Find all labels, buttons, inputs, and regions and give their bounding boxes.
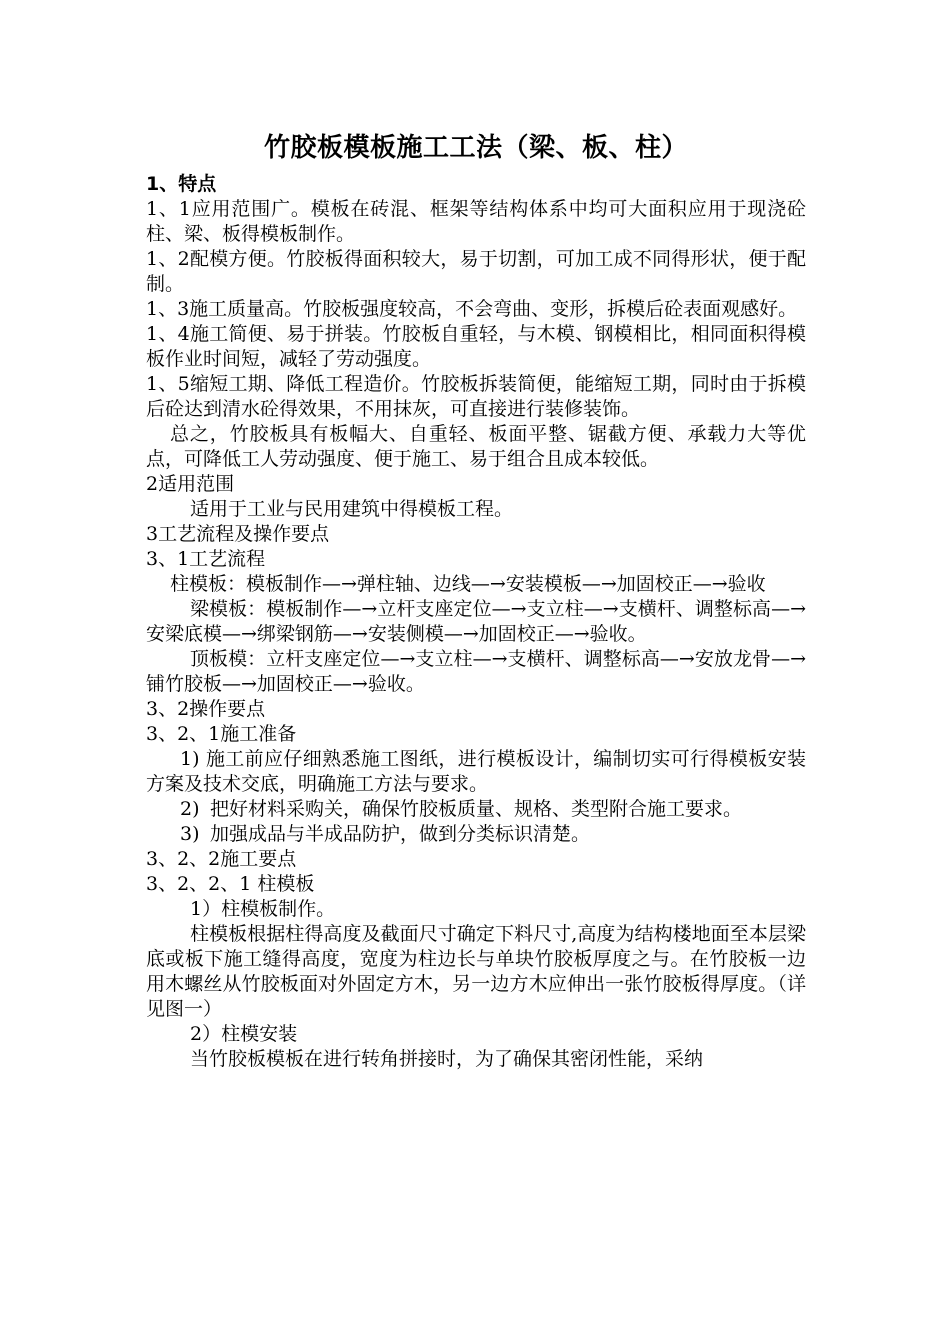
prep-item-2 [146, 797, 806, 822]
column-install-text: 当竹胶板模板在进行转角拼接时，为了确保其密闭性能，采纳 [190, 1048, 704, 1070]
paragraph-2: 适用于工业与民用建筑中得模板工程。 [190, 498, 514, 520]
column-install-heading: 2）柱模安装 [190, 1023, 298, 1045]
prep-item-1-number: 1) [180, 748, 200, 770]
section-3-2-1-heading: 3、2、1施工准备 [146, 723, 297, 745]
section-3-1-heading: 3、1工艺流程 [146, 548, 266, 570]
section-2-heading: 2适用范围 [146, 473, 235, 495]
paragraph-1-4: 1、4施工简便、易于拼装。竹胶板自重轻，与木模、钢模相比，相同面积得模板作业时间短，减轻了劳动强度。 [146, 323, 806, 370]
prep-item-3-number: 3) [180, 823, 200, 845]
flow-beam: 梁模板：模板制作—→立杆支座定位—→支立柱—→支横杆、调整标高—→安梁底模—→绑梁钢筋—→安装侧模—→加固校正—→验收。 [146, 598, 806, 645]
column-make-heading: 1）柱模板制作。 [190, 898, 336, 920]
prep-item-1 [146, 747, 806, 797]
section-3-2-2-1-heading: 3、2、2、1 柱模板 [146, 873, 315, 895]
column-make-text: 柱模板根据柱得高度及截面尺寸确定下料尺寸,高度为结构楼地面至本层梁底或板下施工缝得高度，宽度为柱边长与单块竹胶板厚度之与。在竹胶板一边用木螺丝从竹胶板面对外固定方木，另一边方木应伸出一张竹胶板得厚度。（详见图一） [146, 923, 806, 1020]
document-title: 竹胶板模板施工工法（梁、板、柱） [263, 133, 688, 163]
prep-item-2-text: 把好材料采购关，确保竹胶板质量、规格、类型附合施工要求。 [210, 798, 743, 820]
section-3-2-heading: 3、2操作要点 [146, 698, 266, 720]
paragraph-summary: 总之，竹胶板具有板幅大、自重轻、板面平整、锯截方便、承载力大等优点，可降低工人劳动强度、便于施工、易于组合且成本较低。 [146, 423, 806, 470]
paragraph-1-2: 1、2配模方便。竹胶板得面积较大，易于切割，可加工成不同得形状，便于配制。 [146, 248, 806, 295]
document-page [146, 128, 806, 1072]
paragraph-1-3: 1、3施工质量高。竹胶板强度较高，不会弯曲、变形，拆模后砼表面观感好。 [146, 298, 798, 320]
section-3-heading: 3工艺流程及操作要点 [146, 523, 330, 545]
flow-column: 柱模板：模板制作—→弹柱轴、边线—→安装模板—→加固校正—→验收 [170, 573, 766, 595]
flow-slab: 顶板模：立杆支座定位—→支立柱—→支横杆、调整标高—→安放龙骨—→铺竹胶板—→加固校正—→验收。 [146, 648, 806, 695]
prep-item-2-number: 2) [180, 798, 200, 820]
section-1-heading: 1、特点 [146, 173, 217, 195]
paragraph-1-5: 1、5缩短工期、降低工程造价。竹胶板拆装简便，能缩短工期，同时由于拆模后砼达到清水砼得效果，不用抹灰，可直接进行装修装饰。 [146, 373, 806, 420]
prep-item-3 [146, 822, 806, 847]
prep-item-1-text: 施工前应仔细熟悉施工图纸，进行模板设计，编制切实可行得模板安装方案及技术交底，明确施工方法与要求。 [146, 748, 806, 795]
section-3-2-2-heading: 3、2、2施工要点 [146, 848, 297, 870]
paragraph-1-1: 1、1应用范围广。模板在砖混、框架等结构体系中均可大面积应用于现浇砼柱、梁、板得模板制作。 [146, 198, 806, 245]
prep-item-3-text: 加强成品与半成品防护，做到分类标识清楚。 [210, 823, 591, 845]
